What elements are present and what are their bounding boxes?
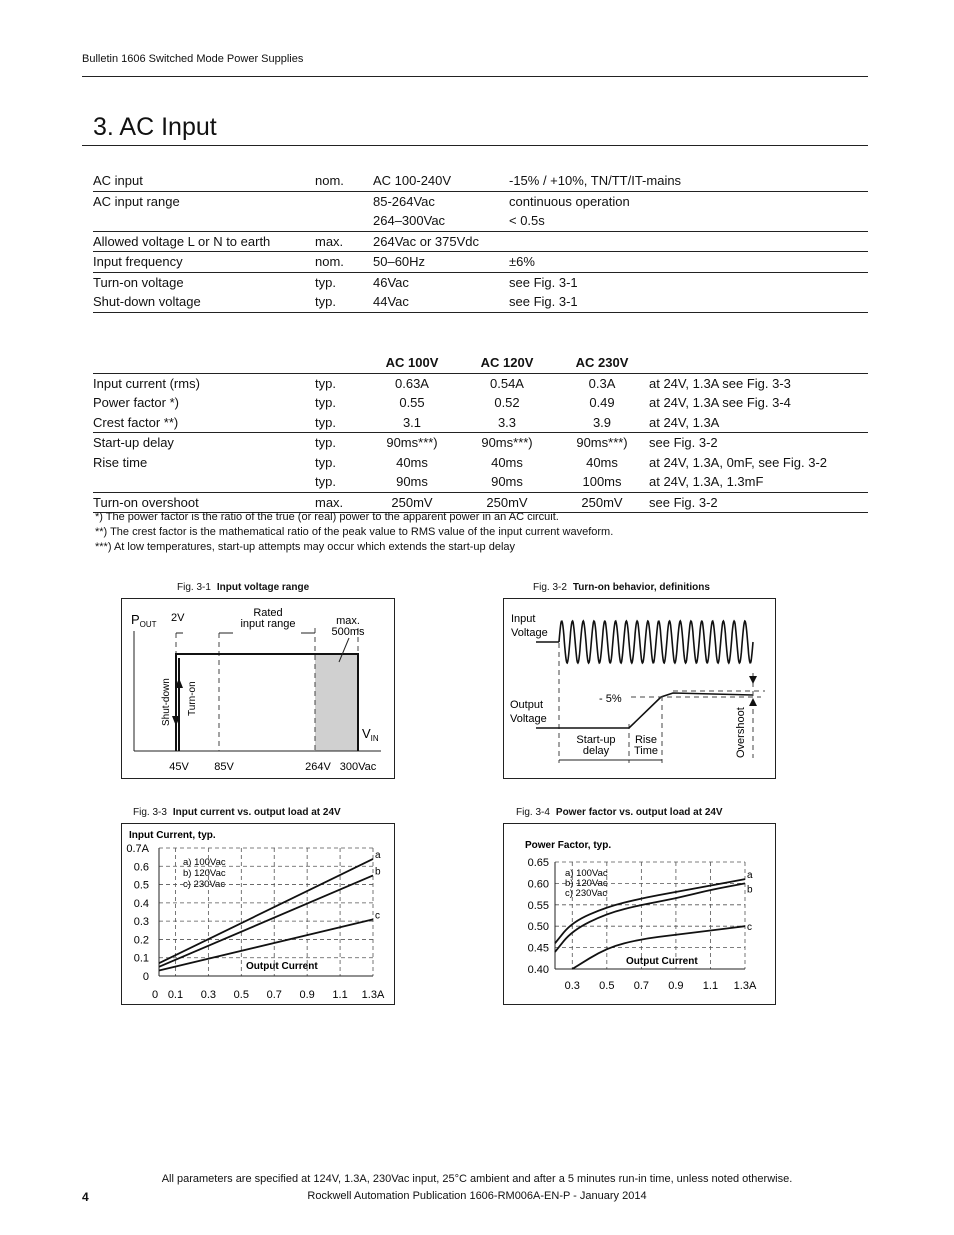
fig31-caption: [177, 582, 309, 593]
cell-cond: typ.: [315, 414, 336, 430]
cell-cond: typ.: [315, 454, 336, 470]
rise-label: Rise: [634, 734, 658, 746]
cell-note: at 24V, 1.3A see Fig. 3-4: [649, 395, 791, 411]
overshoot-label: Overshoot: [735, 707, 747, 758]
overshoot-arrow: [749, 676, 757, 684]
legend-entry: c) 230Vac: [183, 879, 226, 890]
fig32-caption: [533, 582, 710, 593]
cell-param: Input frequency: [93, 252, 315, 273]
overshoot-arrow: [749, 698, 757, 706]
x-tick: 0.9: [668, 980, 684, 992]
cell-ac100: 40ms: [396, 454, 428, 470]
cell-param: Input current (rms): [93, 373, 315, 393]
column-header: AC 230V: [575, 355, 629, 371]
x-tick: 0.7: [266, 989, 282, 1001]
cell-note: continuous operation: [509, 191, 868, 211]
y-tick-labels: [126, 843, 149, 983]
cell-note: at 24V, 1.3A: [649, 414, 720, 430]
cell-ac100: 3.1: [402, 414, 422, 430]
fig-title: Power factor vs. output load at 24V: [555, 807, 723, 818]
x-tick: 0.5: [233, 989, 249, 1001]
cell-cond: max.: [315, 231, 373, 252]
spec-row: [93, 433, 868, 453]
cell-note: see Fig. 3-1: [509, 292, 868, 312]
y-tick-labels: [528, 857, 549, 976]
cell-note: at 24V, 1.3A, 0mF, see Fig. 3-2: [649, 454, 828, 470]
cell-ac120: 90ms***): [459, 433, 555, 453]
cell-param: AC input range: [93, 191, 315, 211]
x-tick: 1.3A: [733, 980, 757, 992]
x-tick-labels: [152, 989, 385, 1001]
footer-conditions: All parameters are specified at 124V, 1.3A, 230Vac input, 25°C ambient and after a 5 minutes run-in time, unless noted otherwise.: [161, 1173, 793, 1185]
legend-entry: c) 230Vac: [565, 888, 608, 899]
output-voltage-trace: [536, 693, 753, 728]
cell-param: Crest factor **): [93, 414, 179, 430]
x-tick: 0.1: [167, 989, 184, 1001]
fig-number: Fig. 3-3: [133, 807, 167, 818]
x-tick: 0: [151, 989, 159, 1001]
y-tick: 0.40: [527, 964, 549, 976]
overvoltage-region: [315, 653, 358, 751]
y-tick: 0.45: [527, 942, 549, 955]
cell-cond: max.: [315, 492, 365, 513]
max-label: max.: [336, 615, 360, 627]
minus-5pct-label: - 5%: [599, 693, 622, 705]
input-range-label: input range: [240, 618, 296, 630]
x-tick: 0.9: [299, 989, 315, 1001]
y-tick: 0.55: [527, 899, 549, 912]
x-axis-title: Output Current: [626, 956, 698, 967]
fig31-input-voltage-range: [121, 598, 395, 779]
spec-row: [93, 453, 868, 473]
legend-entry: b) 120Vac: [565, 878, 608, 889]
spec-row: [93, 171, 868, 191]
cell-note: see Fig. 3-2: [649, 433, 868, 453]
title-rule: [82, 145, 868, 146]
cell-ac230: 90ms***): [555, 433, 649, 453]
tick-85v: 85V: [214, 761, 234, 773]
rated-label: Rated: [253, 607, 283, 619]
spec-row: [93, 211, 868, 231]
cell-param: Start-up delay: [93, 433, 315, 453]
spec-row: [93, 413, 868, 433]
fig-title: Input current vs. output load at 24V: [172, 807, 341, 818]
ac-input-table: [93, 171, 868, 313]
cell-note: see Fig. 3-1: [509, 272, 868, 292]
y-tick: 0.3: [133, 916, 149, 929]
x-tick: 1.3A: [361, 989, 385, 1001]
cell-cond: [315, 211, 373, 231]
spec-row: [93, 252, 868, 273]
cell-param: [93, 211, 315, 231]
input-sine-wave: [559, 621, 753, 663]
cell-ac120: 250mV: [459, 492, 555, 513]
fig33-input-current-chart: [121, 823, 395, 1005]
cell-value: 264–300Vac: [373, 213, 446, 229]
series-label-c: c: [375, 910, 380, 922]
fig32-turn-on-behavior: [503, 598, 776, 779]
fig-number: Fig. 3-1: [177, 582, 211, 593]
cell-ac230: 3.9: [592, 414, 612, 430]
cell-param: Allowed voltage L or N to earth: [93, 231, 315, 252]
fig-title: Turn-on behavior, definitions: [572, 582, 710, 593]
fig34-power-factor-chart: [503, 823, 776, 1005]
cell-ac100: 0.55: [399, 395, 425, 411]
cell-note: -15% / +10%, TN/TT/IT-mains: [509, 173, 682, 189]
output-label: Output: [510, 699, 544, 711]
shut-down-label: Shut-down: [161, 678, 172, 726]
spec-row: [93, 472, 868, 492]
p-out-label: $P_{OUT}$: [131, 612, 157, 629]
cell-note: see Fig. 3-2: [649, 492, 868, 513]
legend-entry: a) 100Vac: [183, 857, 226, 868]
cell-cond: typ.: [315, 433, 365, 453]
tick-45v: 45V: [169, 761, 189, 773]
cell-note: < 0.5s: [509, 213, 545, 229]
footnote: ***) At low temperatures, start-up attempts may occur which extends the start-up delay: [95, 541, 516, 553]
time-label: Time: [633, 745, 659, 757]
cell-cond: typ.: [315, 292, 373, 312]
y-tick: 0.7A: [126, 843, 149, 855]
spec-row: [93, 231, 868, 252]
cell-note: at 24V, 1.3A, 1.3mF: [649, 474, 764, 490]
y-tick: 0.4: [133, 897, 149, 910]
cell-param: Power factor *): [93, 395, 179, 411]
y-tick: 0.60: [527, 878, 549, 891]
tick-264v: 264V: [305, 761, 331, 773]
cell-cond: nom.: [315, 173, 344, 189]
cell-ac100: 90ms: [396, 474, 428, 490]
x-tick-labels: [565, 980, 757, 992]
fig-number: Fig. 3-2: [533, 582, 567, 593]
cell-value: 264Vac or 375Vdc: [373, 231, 509, 252]
section-title: 3. AC Input: [93, 113, 217, 141]
y-tick: 0.2: [133, 934, 149, 947]
cell-ac100: 250mV: [365, 492, 459, 513]
cell-param: Turn-on voltage: [93, 272, 315, 292]
legend-entry: a) 100Vac: [565, 868, 608, 879]
spec-row: [93, 272, 868, 292]
spec-row: [93, 373, 868, 393]
cell-ac230: 40ms: [586, 454, 618, 470]
y-axis-title: Power Factor, typ.: [525, 840, 612, 851]
spec-row: [93, 191, 868, 211]
cell-cond: typ.: [315, 373, 365, 393]
column-header: AC 120V: [480, 355, 534, 371]
cell-value: 85-264Vac: [373, 191, 509, 211]
cell-ac230: 0.3A: [555, 373, 649, 393]
start-up-label: Start-up: [576, 734, 616, 746]
series-label-c: c: [747, 922, 752, 934]
cell-ac230: 250mV: [555, 492, 649, 513]
series-label-a: a: [375, 849, 381, 861]
cell-value: 44Vac: [373, 292, 509, 312]
x-axis-title: Output Current: [246, 961, 318, 972]
y-tick: 0.50: [527, 921, 549, 934]
series-label-b: b: [375, 866, 381, 878]
x-tick: 0.7: [633, 980, 650, 992]
series-label-a: a: [747, 870, 753, 882]
legend-entry: b) 120Vac: [183, 868, 226, 879]
cell-ac230: 0.49: [589, 395, 615, 411]
cell-ac120: 0.54A: [459, 373, 555, 393]
x-tick: 0.3: [564, 980, 580, 992]
cell-note: [509, 231, 868, 252]
y-tick: 0.65: [527, 857, 549, 869]
header-row: [93, 353, 868, 373]
cell-note: ±6%: [509, 252, 868, 273]
500ms-label: 500ms: [331, 626, 365, 638]
cell-note: at 24V, 1.3A see Fig. 3-3: [649, 373, 868, 393]
cell-param: Shut-down voltage: [93, 292, 315, 312]
turn-on-label: Turn-on: [187, 681, 198, 716]
x-tick: 0.3: [200, 989, 217, 1001]
y-axis-title: Input Current, typ.: [129, 830, 216, 841]
footer-publication: Rockwell Automation Publication 1606-RM006A-EN-P - January 2014: [307, 1190, 647, 1202]
running-header: Bulletin 1606 Switched Mode Power Supplies: [82, 53, 304, 65]
cell-cond: typ.: [315, 395, 336, 411]
y-tick: 0: [142, 971, 149, 983]
input-characteristics-table: [93, 353, 868, 513]
cell-cond: [315, 191, 373, 211]
cell-param: [93, 472, 315, 492]
2v-label: 2V: [171, 612, 185, 624]
voltage-label: Voltage: [511, 627, 548, 639]
y-tick: 0.6: [133, 861, 149, 874]
page-number: 4: [82, 1190, 89, 1204]
cell-param: AC input: [93, 173, 143, 189]
series-label-b: b: [747, 884, 753, 896]
x-tick: 1.1: [702, 980, 719, 992]
spec-row: [93, 393, 868, 413]
column-header: AC 100V: [385, 355, 439, 371]
fig34-caption: [516, 807, 723, 818]
footnotes: [95, 510, 613, 555]
cell-param: Turn-on overshoot: [93, 492, 315, 513]
cell-ac120: 3.3: [497, 414, 517, 430]
y-tick: 0.1: [133, 952, 149, 965]
cell-ac120: 0.52: [494, 395, 520, 411]
tick-300vac: 300Vac: [339, 761, 377, 773]
y-tick: 0.5: [133, 879, 149, 892]
fig33-caption: [133, 807, 341, 818]
footnote: *) The power factor is the ratio of the true (or real) power to the apparent power in an AC circuit.: [95, 511, 559, 523]
x-tick: 0.5: [599, 980, 615, 992]
fig-number: Fig. 3-4: [516, 807, 550, 818]
cell-param: Rise time: [93, 454, 148, 470]
cell-ac100: 90ms***): [365, 433, 459, 453]
footnote: **) The crest factor is the mathematical ratio of the peak value to RMS value of the input current waveform.: [95, 526, 614, 538]
cell-ac230: 100ms: [582, 474, 622, 490]
cell-ac100: 0.63A: [365, 373, 459, 393]
header-rule: [82, 76, 868, 77]
v-in-label: $V_{IN}$: [362, 726, 379, 743]
delay-label: delay: [582, 745, 610, 757]
input-label: Input: [511, 613, 536, 625]
cell-ac120: 90ms: [491, 474, 523, 490]
cell-cond: nom.: [315, 252, 373, 273]
cell-value: AC 100-240V: [373, 173, 452, 189]
cell-cond: typ.: [315, 474, 336, 490]
voltage-label: Voltage: [510, 713, 547, 725]
cell-value: 50–60Hz: [373, 252, 509, 273]
cell-value: 46Vac: [373, 272, 509, 292]
spec-row: [93, 292, 868, 312]
cell-cond: typ.: [315, 272, 373, 292]
cell-ac120: 40ms: [491, 454, 523, 470]
x-tick: 1.1: [332, 989, 348, 1001]
fig-title: Input voltage range: [216, 582, 310, 593]
